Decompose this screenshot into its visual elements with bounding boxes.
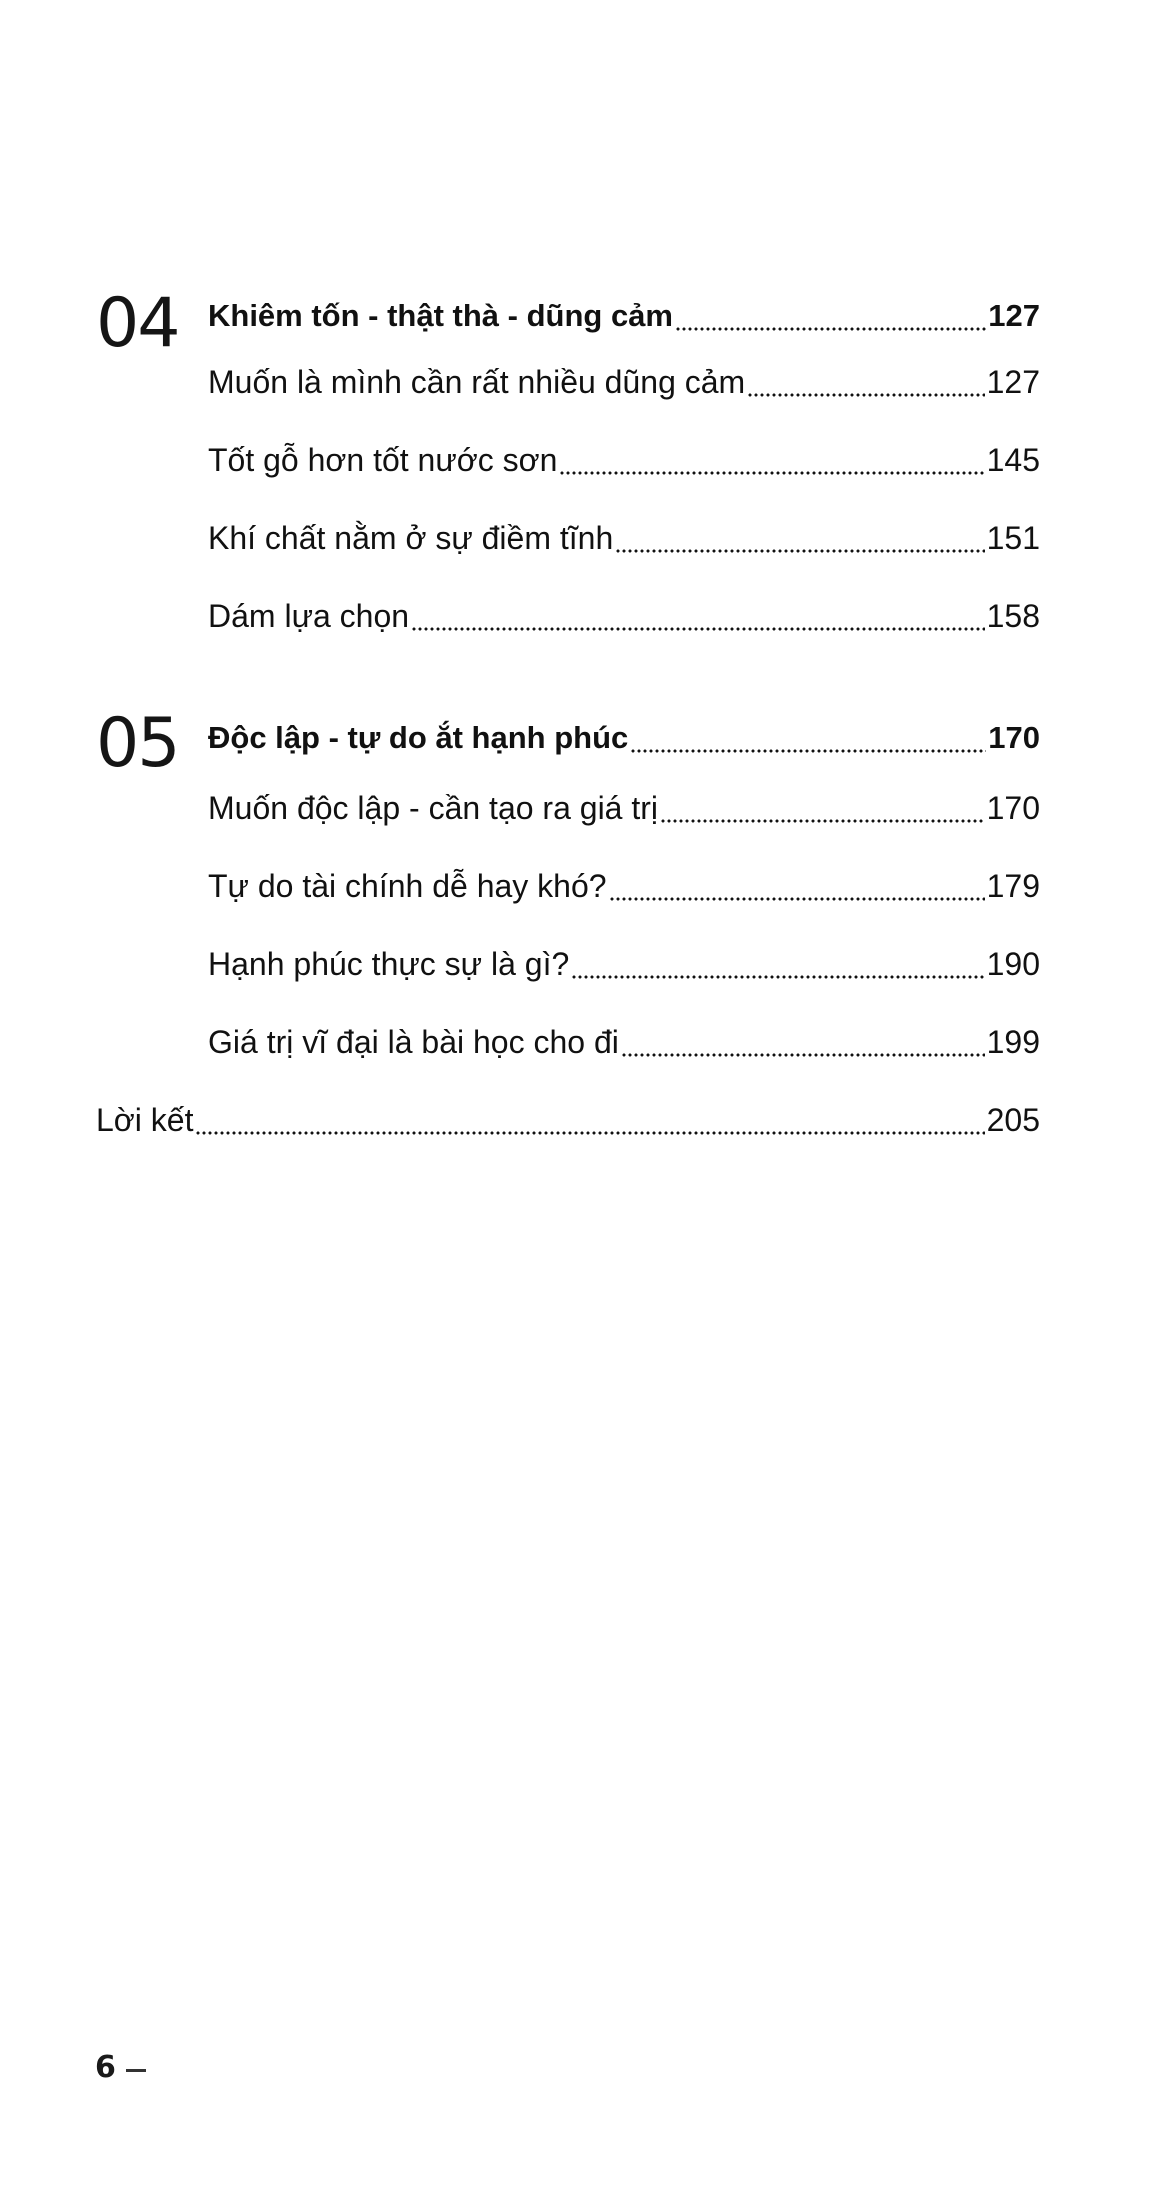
entry-page-number: 170 [986,790,1040,826]
chapter-heading-entry[interactable] [208,720,1040,764]
dot-leader [615,548,984,554]
section-entry[interactable] [208,364,1040,408]
entry-page-number: 205 [986,1102,1040,1138]
section-entry[interactable] [208,598,1040,642]
dot-leader [559,470,984,476]
section-entry[interactable] [208,790,1040,834]
chapter-heading-entry[interactable] [208,298,1040,342]
footer-page-number: 6 [95,2050,116,2085]
entry-page-number: 127 [986,364,1040,400]
dot-leader [195,1130,984,1136]
section-entry[interactable] [208,946,1040,990]
dot-leader [411,626,985,632]
entry-title: Tốt gỗ hơn tốt nước sơn [208,442,558,478]
entry-title: Độc lập - tự do ắt hạnh phúc [208,720,629,755]
dot-leader [621,1052,985,1058]
entry-title: Khí chất nằm ở sự điềm tĩnh [208,520,614,556]
page-footer [95,2050,146,2085]
entry-page-number: 190 [986,946,1040,982]
chapter-number: 04 [96,284,179,363]
entry-page-number: 127 [988,298,1040,333]
chapter-number: 05 [96,704,179,783]
entry-title: Muốn là mình cần rất nhiều dũng cảm [208,364,746,400]
entry-title: Khiêm tốn - thật thà - dũng cảm [208,298,673,333]
entry-title: Hạnh phúc thực sự là gì? [208,946,570,982]
dot-leader [747,392,984,398]
section-entry[interactable] [208,442,1040,486]
section-entry[interactable] [208,520,1040,564]
epilogue-entry[interactable] [96,1102,1040,1146]
section-entry[interactable] [208,1024,1040,1068]
entry-title: Muốn độc lập - cần tạo ra giá trị [208,790,659,826]
entry-page-number: 170 [988,720,1040,755]
entry-title: Dám lựa chọn [208,598,410,634]
entry-title: Giá trị vĩ đại là bài học cho đi [208,1024,619,1060]
entry-title: Lời kết [96,1102,194,1138]
entry-page-number: 151 [986,520,1040,556]
dot-leader [630,748,986,754]
entry-title: Tự do tài chính dễ hay khó? [208,868,607,904]
entry-page-number: 199 [986,1024,1040,1060]
section-entry[interactable] [208,868,1040,912]
dot-leader [675,326,986,332]
entry-page-number: 179 [986,868,1040,904]
dot-leader [660,818,985,824]
dot-leader [609,896,985,902]
entry-page-number: 158 [986,598,1040,634]
footer-dash [126,2069,146,2072]
dot-leader [571,974,984,980]
entry-page-number: 145 [986,442,1040,478]
